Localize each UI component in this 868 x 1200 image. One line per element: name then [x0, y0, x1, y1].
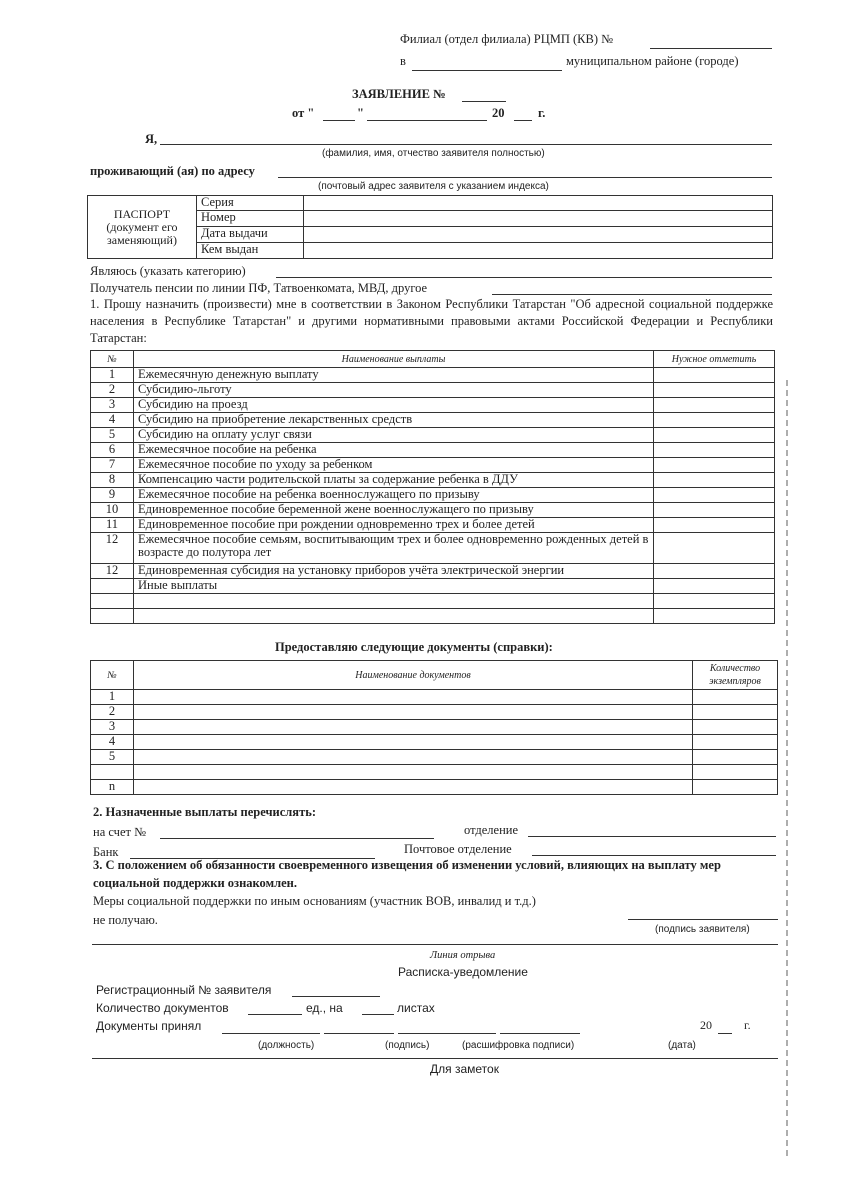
request-paragraph: 1. Прошу назначить (произвести) мне в соответствии в Законом Республики Татарстан "Об адресной социальной поддержке населения в Республике Татарстан" и другими нормативными правовыми актами Российской Федерации и Республики Татарстан: [90, 297, 773, 345]
position-caption: (должность) [258, 1040, 315, 1051]
registration-label: Регистрационный № заявителя [96, 983, 272, 997]
passport-series-label: Серия [197, 196, 304, 211]
payment-row [91, 368, 775, 383]
quote-mark: " [357, 106, 364, 120]
payment-name: Ежемесячное пособие на ребенка военнослужащего по призыву [134, 488, 654, 503]
payment-name [134, 609, 654, 624]
sheets-label: листах [397, 1001, 435, 1015]
date-from-label: от " [292, 106, 315, 120]
passport-number-label: Номер [197, 211, 304, 227]
payment-row [91, 503, 775, 518]
payment-name: Ежемесячную денежную выплату [134, 368, 654, 383]
page-title: ЗАЯВЛЕНИЕ № [352, 87, 446, 101]
district-field[interactable] [412, 70, 562, 71]
payment-name: Компенсацию части родительской платы за содержание ребенка в ДДУ [134, 473, 654, 488]
payment-number: 2 [91, 383, 134, 398]
receipt-title: Расписка-уведомление [398, 965, 528, 979]
payment-row [91, 428, 775, 443]
payment-number: 1 [91, 368, 134, 383]
payment-name: Единовременная субсидия на установку приборов учёта электрической энергии [134, 564, 654, 579]
payment-name: Субсидию-льготу [134, 383, 654, 398]
document-name-cell[interactable] [134, 780, 693, 795]
receipt-year-label: 20 [700, 1018, 712, 1032]
payment-row [91, 458, 775, 473]
payment-name: Ежемесячное пособие по уходу за ребенком [134, 458, 654, 473]
address-field[interactable] [278, 177, 772, 178]
document-number: 5 [91, 750, 134, 765]
document-count-cell[interactable] [693, 750, 778, 765]
doc-count-field[interactable] [248, 1014, 302, 1015]
year-suffix: г. [538, 106, 546, 120]
payment-mark-cell[interactable] [654, 503, 775, 518]
payment-mark-cell[interactable] [654, 564, 775, 579]
payment-mark-cell[interactable] [654, 398, 775, 413]
document-row [91, 690, 778, 705]
payment-row [91, 533, 775, 564]
units-label: ед., на [306, 1001, 343, 1015]
document-number: 3 [91, 720, 134, 735]
payment-number: 12 [91, 564, 134, 579]
doc-count-label: Количество документов [96, 1001, 229, 1015]
month-field[interactable] [367, 120, 487, 121]
payment-name [134, 594, 654, 609]
document-count-cell[interactable] [693, 705, 778, 720]
payment-row [91, 443, 775, 458]
signature-decode-field[interactable] [398, 1033, 496, 1034]
payment-number: 7 [91, 458, 134, 473]
registration-field[interactable] [292, 996, 380, 997]
payment-mark-cell[interactable] [654, 443, 775, 458]
i-label: Я, [145, 132, 158, 146]
document-row [91, 735, 778, 750]
payment-name: Субсидию на приобретение лекарственных средств [134, 413, 654, 428]
doc-count-header: Количество экземпляров [693, 661, 778, 690]
payment-row [91, 398, 775, 413]
document-row [91, 705, 778, 720]
category-label: Являюсь (указать категорию) [90, 264, 246, 278]
fio-field[interactable] [160, 144, 772, 145]
document-row [91, 750, 778, 765]
payment-mark-cell[interactable] [654, 609, 775, 624]
col-payment-header: Наименование выплаты [134, 351, 654, 368]
accepted-label: Документы принял [96, 1019, 202, 1033]
branch-number-field[interactable] [650, 48, 772, 49]
day-field[interactable] [323, 120, 355, 121]
payment-number: 8 [91, 473, 134, 488]
payment-mark-cell[interactable] [654, 518, 775, 533]
document-count-cell[interactable] [693, 780, 778, 795]
payment-row [91, 413, 775, 428]
payment-mark-cell[interactable] [654, 428, 775, 443]
document-name-cell[interactable] [134, 750, 693, 765]
decode-caption: (расшифровка подписи) [462, 1040, 575, 1051]
col-number-header: № [91, 351, 134, 368]
payment-name: Иные выплаты [134, 579, 654, 594]
document-number: 1 [91, 690, 134, 705]
payment-mark-cell[interactable] [654, 383, 775, 398]
payment-name: Субсидию на проезд [134, 398, 654, 413]
payment-mark-cell[interactable] [654, 458, 775, 473]
not-receiving-text: не получаю. [93, 913, 158, 927]
payment-row [91, 564, 775, 579]
tear-line [92, 944, 778, 945]
date-caption: (дата) [668, 1040, 696, 1051]
document-count-cell[interactable] [693, 690, 778, 705]
payment-mark-cell[interactable] [654, 473, 775, 488]
payment-name: Единовременное пособие при рождении одновременно трех и более детей [134, 518, 654, 533]
receipt-year-field[interactable] [718, 1033, 732, 1034]
payment-mark-cell[interactable] [654, 594, 775, 609]
payment-row [91, 383, 775, 398]
payment-row [91, 473, 775, 488]
passport-date-label: Дата выдачи [197, 227, 304, 243]
application-number-field[interactable] [462, 101, 506, 102]
payment-number: 3 [91, 398, 134, 413]
in-label: в [400, 54, 406, 68]
payment-mark-cell[interactable] [654, 413, 775, 428]
document-row [91, 765, 778, 780]
notes-label: Для заметок [430, 1062, 499, 1076]
signature-field[interactable] [324, 1033, 394, 1034]
payment-name: Ежемесячное пособие на ребенка [134, 443, 654, 458]
district-label: муниципальном районе (городе) [566, 54, 739, 68]
payment-row [91, 488, 775, 503]
post-office-label: Почтовое отделение [404, 842, 512, 856]
branch-label: Филиал (отдел филиала) РЦМП (КВ) № [400, 32, 614, 46]
payment-mark-cell[interactable] [654, 579, 775, 594]
fio-caption: (фамилия, имя, отчество заявителя полностью) [322, 148, 545, 159]
payment-row [91, 609, 775, 624]
date-field[interactable] [500, 1033, 580, 1034]
payment-number: 11 [91, 518, 134, 533]
year-field[interactable] [514, 120, 532, 121]
payment-number: 4 [91, 413, 134, 428]
documents-table [90, 660, 778, 795]
payment-number: 6 [91, 443, 134, 458]
payment-number [91, 594, 134, 609]
scan-edge-artifact [786, 380, 788, 1160]
payment-mark-cell[interactable] [654, 368, 775, 383]
payment-number: 12 [91, 533, 134, 564]
account-label: на счет № [93, 825, 147, 839]
tear-line-label: Линия отрыва [430, 950, 496, 961]
document-number: 2 [91, 705, 134, 720]
payment-number: 9 [91, 488, 134, 503]
bank-branch-field[interactable] [528, 836, 776, 837]
passport-label: ПАСПОРТ (документ его заменяющий) [88, 196, 197, 259]
payment-number [91, 609, 134, 624]
doc-name-header: Наименование документов [134, 661, 693, 690]
bank-branch-label: отделение [464, 823, 519, 837]
account-field[interactable] [160, 838, 434, 839]
document-number: n [91, 780, 134, 795]
document-row [91, 780, 778, 795]
payment-name: Единовременное пособие беременной жене военнослужащего по призыву [134, 503, 654, 518]
document-count-cell[interactable] [693, 720, 778, 735]
document-count-cell[interactable] [693, 765, 778, 780]
payment-row [91, 518, 775, 533]
pension-label: Получатель пенсии по линии ПФ, Татвоенкомата, МВД, другое [90, 281, 428, 295]
documents-title: Предоставляю следующие документы (справки): [275, 640, 553, 654]
other-support-text: Меры социальной поддержки по иным основаниям (участник ВОВ, инвалид и т.д.) [93, 894, 536, 908]
payment-name: Ежемесячное пособие семьям, воспитывающим трех и более одновременно рожденных детей в возрасте до полутора лет [134, 533, 654, 564]
payment-mark-cell[interactable] [654, 533, 775, 564]
payments-table [90, 350, 775, 624]
payment-row [91, 594, 775, 609]
sign-caption: (подпись) [385, 1040, 430, 1051]
document-count-cell[interactable] [693, 735, 778, 750]
payment-mark-cell[interactable] [654, 488, 775, 503]
document-name-cell[interactable] [134, 705, 693, 720]
address-caption: (почтовый адрес заявителя с указанием индекса) [318, 181, 549, 192]
document-name-cell[interactable] [134, 735, 693, 750]
applicant-signature-field[interactable] [628, 919, 778, 920]
payment-name: Субсидию на оплату услуг связи [134, 428, 654, 443]
receipt-year-suffix: г. [744, 1018, 751, 1032]
document-number: 4 [91, 735, 134, 750]
notice-text: 3. С положением об обязанности своевременного извещения об изменении условий, влияющих на выплату мер социальной поддержки ознакомлен. [93, 858, 721, 890]
passport-table [87, 195, 773, 259]
passport-number-field[interactable] [304, 211, 773, 227]
position-field[interactable] [222, 1033, 320, 1034]
document-name-cell[interactable] [134, 690, 693, 705]
passport-date-field[interactable] [304, 227, 773, 243]
payment-number: 10 [91, 503, 134, 518]
year-label: 20 [492, 106, 505, 120]
passport-series-field[interactable] [304, 196, 773, 211]
signature-caption: (подпись заявителя) [655, 924, 750, 935]
payment-number: 5 [91, 428, 134, 443]
bank-label: Банк [93, 845, 119, 859]
payment-row [91, 579, 775, 594]
sheets-field[interactable] [362, 1014, 394, 1015]
notes-divider [92, 1058, 778, 1059]
pension-field[interactable] [492, 294, 772, 295]
payment-number [91, 579, 134, 594]
document-name-cell[interactable] [134, 720, 693, 735]
address-label: проживающий (ая) по адресу [90, 164, 255, 178]
category-field[interactable] [276, 277, 772, 278]
passport-issuer-label: Кем выдан [197, 243, 304, 259]
document-row [91, 720, 778, 735]
transfer-title: 2. Назначенные выплаты перечислять: [93, 805, 316, 819]
passport-issuer-field[interactable] [304, 243, 773, 259]
document-name-cell[interactable] [134, 765, 693, 780]
col-mark-header: Нужное отметить [654, 351, 775, 368]
document-number [91, 765, 134, 780]
doc-number-header: № [91, 661, 134, 690]
